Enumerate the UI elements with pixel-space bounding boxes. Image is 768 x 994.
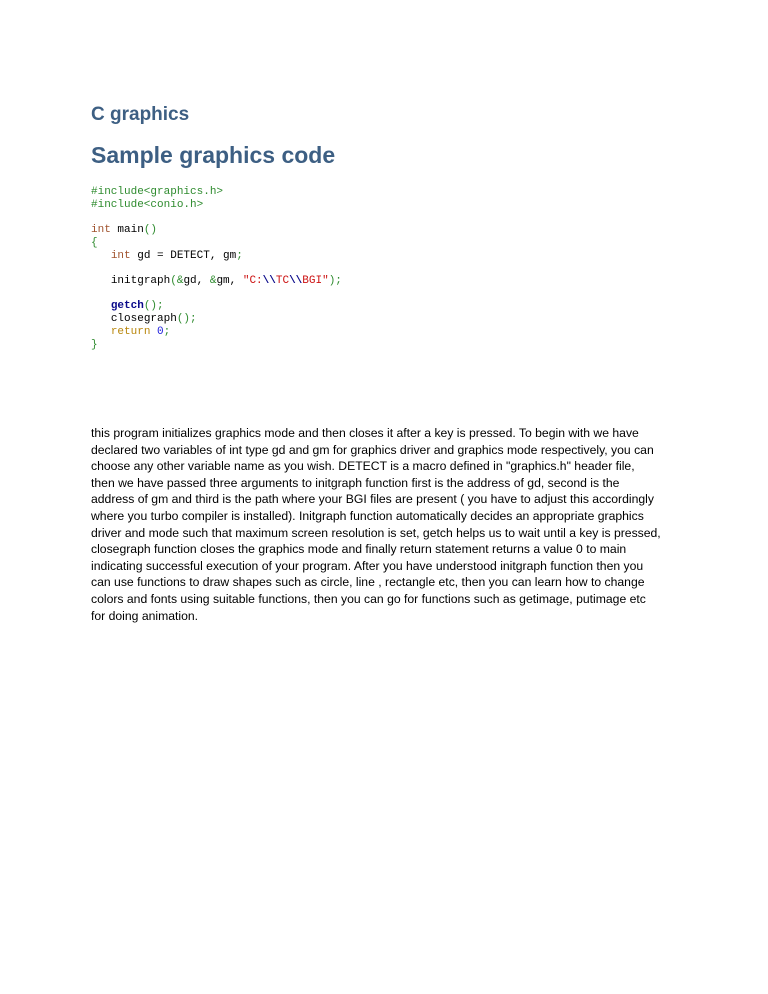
escape-sequence: \\ [289, 275, 303, 287]
code-line-open-brace [91, 237, 342, 250]
punctuation: ); [328, 275, 342, 287]
code-line-include-graphics [91, 186, 342, 199]
punctuation: & [209, 275, 217, 287]
paragraph-line: where you turbo compiler is installed). Initgraph function automatically decides an appropriate graphics [91, 508, 644, 523]
paragraph-line: colors and fonts using suitable functions, then you can go for functions such as getimage, putimage etc [91, 591, 646, 606]
paragraph-line: declared two variables of int type gd and gm for graphics driver and graphics mode respectively, you can [91, 442, 654, 457]
code-block [91, 186, 342, 352]
description-paragraph [91, 425, 691, 624]
function-name: initgraph [110, 275, 171, 287]
include-directive: #include<graphics.h> [91, 186, 224, 198]
keyword: return [110, 326, 151, 338]
code-line-getch [91, 300, 342, 313]
code-line-return [91, 326, 342, 339]
punctuation: } [91, 339, 98, 351]
code-line-declaration [91, 250, 342, 263]
paragraph-line: choose any other variable name as you wish. DETECT is a macro defined in "graphics.h" header file, [91, 459, 635, 474]
escape-sequence: \\ [262, 275, 276, 287]
paragraph-line: this program initializes graphics mode and then closes it after a key is pressed. To begin with we have [91, 426, 639, 440]
punctuation: (); [176, 313, 197, 325]
string-literal: "C: [242, 275, 263, 287]
string-literal: BGI" [302, 275, 329, 287]
paragraph-line: for doing animation. [91, 608, 199, 623]
punctuation: ; [236, 250, 243, 262]
punctuation: ; [163, 326, 171, 338]
punctuation: (& [170, 275, 184, 287]
punctuation: { [91, 237, 98, 249]
code-line-main [91, 224, 342, 237]
page-title: C graphics [91, 104, 190, 125]
function-name: main [110, 224, 144, 236]
paragraph-line: driver and mode such that maximum screen resolution is set, getch helps us to wait until a key is pressed, [91, 525, 661, 540]
paragraph-line: closegraph function closes the graphics mode and finally return statement returns a value 0 to main [91, 542, 627, 557]
code-line-include-conio [91, 199, 342, 212]
function-name: closegraph [110, 313, 177, 325]
code-line-initgraph [91, 275, 342, 288]
code-line-closegraph [91, 313, 342, 326]
keyword: int [91, 224, 111, 236]
number-literal: 0 [150, 326, 164, 338]
punctuation: () [143, 224, 158, 236]
paragraph-line: can use functions to draw shapes such as circle, line , rectangle etc, then you can learn how to change [91, 575, 645, 590]
punctuation: (); [143, 300, 164, 312]
keyword: int [110, 250, 131, 262]
paragraph-line: indicating successful execution of your program. After you have understood initgraph function then you [91, 558, 644, 573]
string-literal: TC [275, 275, 290, 287]
include-directive: #include<conio.h> [91, 199, 204, 211]
declaration-text: gd = DETECT, gm [130, 250, 237, 262]
argument: gm, [216, 275, 243, 287]
argument: gd, [183, 275, 210, 287]
section-heading: Sample graphics code [91, 142, 336, 168]
function-name: getch [110, 300, 144, 312]
code-line-close-brace [91, 339, 342, 352]
paragraph-line: then we have passed three arguments to initgraph function first is the address of gd, second is the [91, 475, 620, 490]
paragraph-line: address of gm and third is the path where your BGI files are present ( you have to adjust this accordingly [91, 492, 654, 507]
